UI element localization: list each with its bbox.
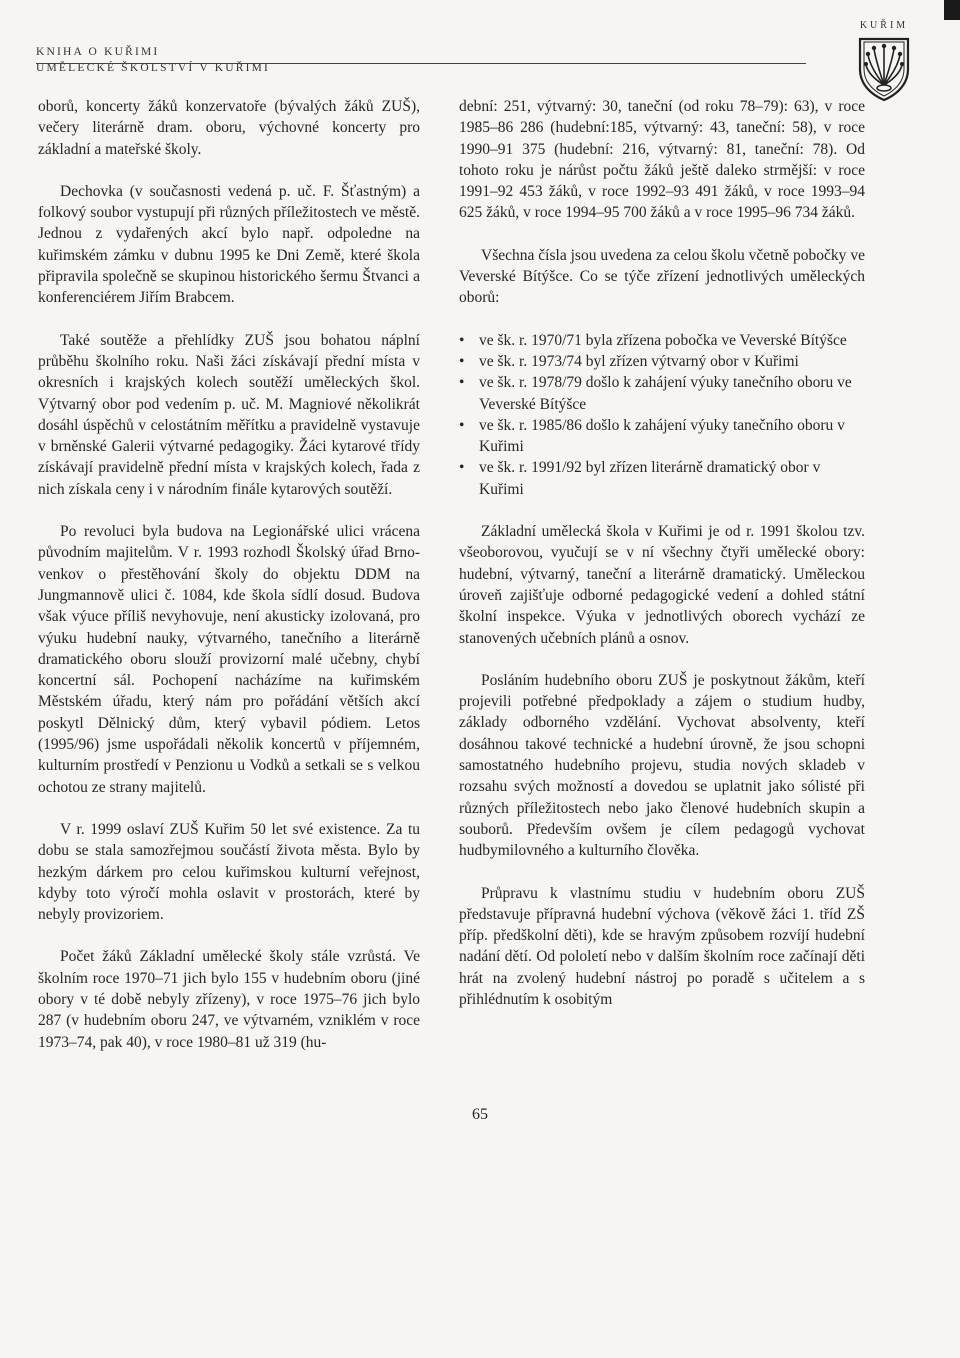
list-item: • ve šk. r. 1970/71 byla zřízena pobočka ve Veverské Bítýšce — [479, 330, 865, 351]
header-rule — [36, 63, 806, 64]
field-founding-list — [459, 330, 865, 500]
right-column — [459, 96, 865, 1031]
paragraph: Také soutěže a přehlídky ZUŠ jsou bohatou náplní průběhu školního roku. Naši žáci získávají přední místa v okresních i krajských kolech soutěží uměleckých škol. Výtvarný obor pod vedením p. uč. M. Magniové několikrát dosáhl úspěchů v celostátním měřítku a pravidelně vystavuje v brněnské Galerii výtvarné pedagogiky. Žáci kytarové třídy získávají pravidelně přední místa v krajských kolech, řada z nich získala ceny i v národním finále kytarových soutěží. — [38, 331, 420, 498]
list-item: • ve šk. r. 1973/74 byl zřízen výtvarný obor v Kuřimi — [479, 351, 865, 372]
book-title: KNIHA O KUŘIMI — [36, 46, 160, 58]
town-crest-icon — [854, 33, 914, 103]
left-column — [38, 96, 420, 1074]
list-item: • ve šk. r. 1991/92 byl zřízen literárně dramatický obor v Kuřimi — [479, 457, 865, 500]
running-header — [36, 44, 270, 76]
paragraph: Posláním hudebního oboru ZUŠ je poskytnout žákům, kteří projevili potřebné předpoklady a zájem o studium hudby, základy odborného vzdělání. Vychovat absolventy, kteří dosáhnou takové technické a hudební úrovně, že jsou schopni samostatného hudebního projevu, studia nových skladeb v rozsahu svých možností a dovedou se uplatnit jako sólisté při různých příležitostech nebo jako členové hudebních skupin a souborů. Především ovšem je cílem pedagogů vychovat hudbymilovného a kulturního člověka. — [459, 671, 865, 860]
paragraph: Po revoluci byla budova na Legionářské ulici vrácena původním majitelům. V r. 1993 rozhodl Školský úřad Brno-venkov o přestěhování školy do objektu DDM na Jungmannově ulici č. 1084, kde škola sídlí dosud. Budova však výuce příliš nevyhovuje, není akusticky izolovaná, pro výuku hudební nauky, výtvarného, tanečního a literárně dramatického oboru slouží provizorní malé učebny, chybí koncertní sál. Pochopení nacházíme na kuřimském Městském úřadu, který nám pro pořádání větších akcí poskytl Dělnický dům, který vybavil pódiem. Letos (1995/96) jsme uspořádali několik koncertů v příjemném, kulturním prostředí v Penzionu u Vodků a setkali se s velkou ochotou ze strany majitelů. — [38, 523, 420, 796]
section-title: UMĚLECKÉ ŠKOLSTVÍ V KUŘIMI — [36, 62, 271, 74]
crest-label: KUŘIM — [859, 20, 909, 31]
paragraph: Všechna čísla jsou uvedena za celou školu včetně pobočky ve Veverské Bítýšce. Co se týče zřízení jednotlivých uměleckých oborů: — [459, 246, 865, 307]
crest-block — [844, 20, 924, 103]
paragraph: dební: 251, výtvarný: 30, taneční (od roku 78–79): 63), v roce 1985–86 286 (hudební:185, výtvarný: 43, taneční: 58), v roce 1990–91 375 (hudební: 216, výtvarný: 81, taneční: 78). Od tohoto roku je nárůst počtu žáků ještě daleko strmější: v roce 1991–92 453 žáků, v roce 1992–93 491 žáků, v roce 1993–94 625 žáků, v roce 1994–95 700 žáků a v roce 1995–96 734 žáků. — [459, 98, 865, 222]
paragraph: Dechovka (v současnosti vedená p. uč. F. Šťastným) a folkový soubor vystupují při různých příležitostech ve městě. Jednou z vydařených akcí bylo např. odpoledne na kuřimském zámku v dubnu 1995 ke Dni Země, které škola připravila společně se skupinou historického šermu Štvanci a konferenciérem Jiřím Brabcem. — [38, 182, 420, 307]
page-number: 65 — [472, 1106, 488, 1123]
list-item: • ve šk. r. 1985/86 došlo k zahájení výuky tanečního oboru v Kuřimi — [479, 415, 865, 458]
paragraph: Průpravu k vlastnímu studiu v hudebním oboru ZUŠ představuje přípravná hudební výchova (věkově žáci 1. tříd ZŠ příp. předškolní děti), kde se hravým způsobem rozvíjí hudební nadání dětí. Od pololetí nebo v dalším školním roce začínají děti hrát na zvolený hudební nástroj po poradě s učitelem a s přihlédnutím k osobitým — [459, 884, 865, 1008]
paragraph: oborů, koncerty žáků konzervatoře (bývalých žáků ZUŠ), večery literárně dram. oboru, výchovné koncerty pro základní a mateřské školy. — [38, 98, 420, 158]
paragraph: V r. 1999 oslaví ZUŠ Kuřim 50 let své existence. Za tu dobu se stala samozřejmou součástí života města. Bylo by hezkým dárkem pro celou kuřimskou kulturní veřejnost, kdyby toto výročí mohla oslavit v prostorách, které by nebyly provizoriem. — [38, 820, 420, 924]
paragraph: Počet žáků Základní umělecké školy stále vzrůstá. Ve školním roce 1970–71 jich bylo 155 v hudebním oboru (jiné obory v té době nebyly zřízeny), v roce 1975–76 jich bylo 287 (v hudebním oboru 247, ve výtvarném, vzniklém v roce 1973–74, pak 40), v roce 1980–81 už 319 (hu- — [38, 948, 420, 1051]
scan-corner-mark — [944, 0, 960, 20]
paragraph: Základní umělecká škola v Kuřimi je od r. 1991 školou tzv. všeoborovou, vyučují se v ní všechny čtyři umělecké obory: hudební, výtvarný, taneční a literárně dramatický. Uměleckou úroveň zajišťuje odborné pedagogické vedení a dohled státní školní inspekce. Výuka v jednotlivých oborech vychází ze stanovených učebních plánů a osnov. — [459, 523, 865, 647]
list-item: • ve šk. r. 1978/79 došlo k zahájení výuky tanečního oboru ve Veverské Bítýšce — [479, 372, 865, 415]
